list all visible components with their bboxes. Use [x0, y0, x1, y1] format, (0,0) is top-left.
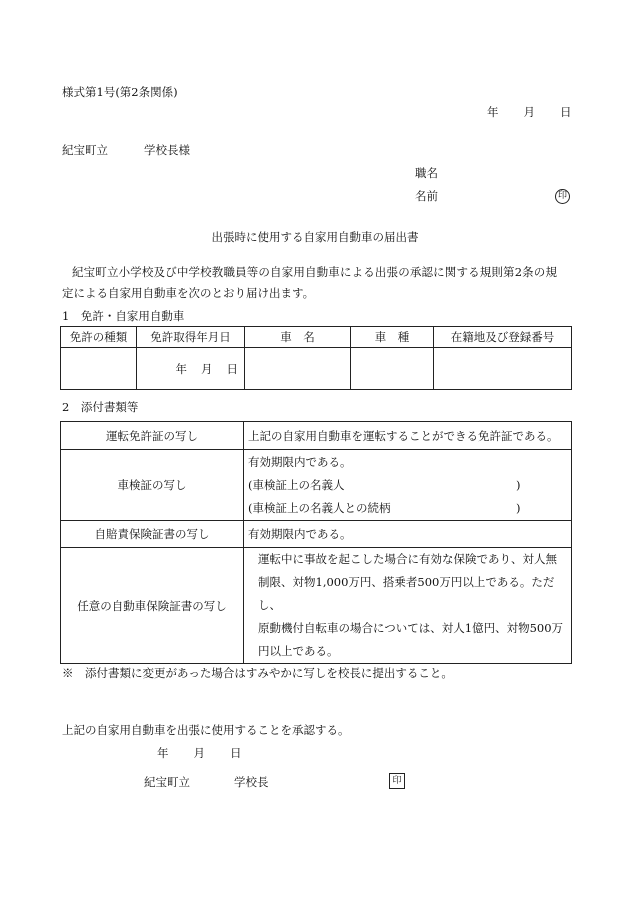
seal-circle-icon: 印: [555, 189, 570, 204]
approval-signature-line: [144, 774, 269, 790]
attachments-table: [60, 421, 572, 664]
attachment-label-license: 運転免許証の写し: [61, 422, 244, 450]
table1-header-license-date: 免許取得年月日: [137, 327, 245, 348]
form-number: 様式第1号(第2条関係): [62, 85, 178, 99]
table1-header-vehicle-type: 車 種: [351, 327, 434, 348]
approval-town: 紀宝町立: [144, 775, 190, 789]
table1-cell-license-type: [61, 348, 137, 390]
inspection-relation-close: ): [516, 500, 521, 515]
seal-square-icon: 印: [389, 773, 405, 789]
inspection-owner-label: (車検証上の名義人: [248, 477, 345, 492]
inspection-owner-close: ): [516, 477, 521, 492]
date-year-label: 年: [487, 105, 499, 119]
voluntary-line-4: 円以上である。: [258, 644, 339, 658]
approval-statement: 上記の自家用自動車を出張に使用することを承認する。: [62, 723, 350, 737]
attachment-label-inspection: 車検証の写し: [61, 450, 244, 521]
attachment-text-license: 上記の自家用自動車を運転することができる免許証である。: [244, 422, 572, 450]
attachment-text-inspection: [244, 450, 572, 521]
date-month-label: 月: [523, 105, 535, 119]
approval-date-year: 年: [157, 746, 169, 760]
voluntary-line-2: 制限、対物1,000万円、搭乗者500万円以上である。ただし、: [258, 575, 555, 612]
approval-date-day: 日: [230, 746, 242, 760]
attachment-label-voluntary: 任意の自動車保険証書の写し: [61, 548, 244, 664]
applicant-name-label: 名前: [415, 189, 438, 203]
inspection-line-2: [248, 474, 571, 497]
table1-cell-license-date: [137, 348, 245, 390]
addressee-principal: 学校長様: [144, 143, 190, 157]
date-line: [487, 104, 572, 120]
license-vehicle-table: [60, 326, 572, 390]
table1-header-license-type: 免許の種類: [61, 327, 137, 348]
addressee: [62, 142, 190, 158]
addressee-town: 紀宝町立: [62, 143, 108, 157]
date-day-label: 日: [560, 105, 572, 119]
table1-date-day: 日: [226, 361, 238, 376]
intro-line-1: 紀宝町立小学校及び中学校教職員等の自家用自動車による出張の承認に関する規則第2条の規: [72, 265, 558, 279]
voluntary-line-1: 運転中に事故を起こした場合に有効な保険であり、対人無: [258, 552, 557, 566]
table1-header-vehicle-name: 車 名: [245, 327, 351, 348]
attachment-change-note: ※ 添付書類に変更があった場合はすみやかに写しを校長に提出すること。: [62, 666, 453, 680]
applicant-title-label: 職名: [415, 166, 438, 180]
intro-line-2: 定による自家用自動車を次のとおり届け出ます。: [62, 286, 315, 300]
table1-cell-vehicle-type: [351, 348, 434, 390]
section-1-heading: 1 免許・自家用自動車: [62, 309, 185, 323]
table1-date-year: 年: [175, 361, 187, 376]
document-title: 出張時に使用する自家用自動車の届出書: [211, 230, 419, 244]
table1-date-month: 月: [201, 361, 213, 376]
table1-cell-vehicle-name: [245, 348, 351, 390]
approval-principal: 学校長: [234, 775, 269, 789]
approval-date-month: 月: [193, 746, 205, 760]
inspection-relation-label: (車検証上の名義人との続柄: [248, 500, 391, 515]
attachment-label-compulsory: 自賠責保険証書の写し: [61, 521, 244, 548]
attachment-text-compulsory: 有効期限内である。: [244, 521, 572, 548]
table1-header-registration: 在籍地及び登録番号: [434, 327, 572, 348]
approval-seal-mark: [389, 772, 405, 789]
voluntary-line-3: 原動機付自転車の場合については、対人1億円、対物500万: [258, 621, 564, 635]
approval-date-line: [157, 745, 242, 761]
inspection-line-3: [248, 497, 571, 520]
table1-cell-registration: [434, 348, 572, 390]
attachment-text-voluntary: [244, 548, 572, 664]
applicant-seal-mark: [555, 187, 570, 204]
section-2-heading: 2 添付書類等: [62, 400, 139, 414]
inspection-line-1: 有効期限内である。: [248, 454, 352, 469]
